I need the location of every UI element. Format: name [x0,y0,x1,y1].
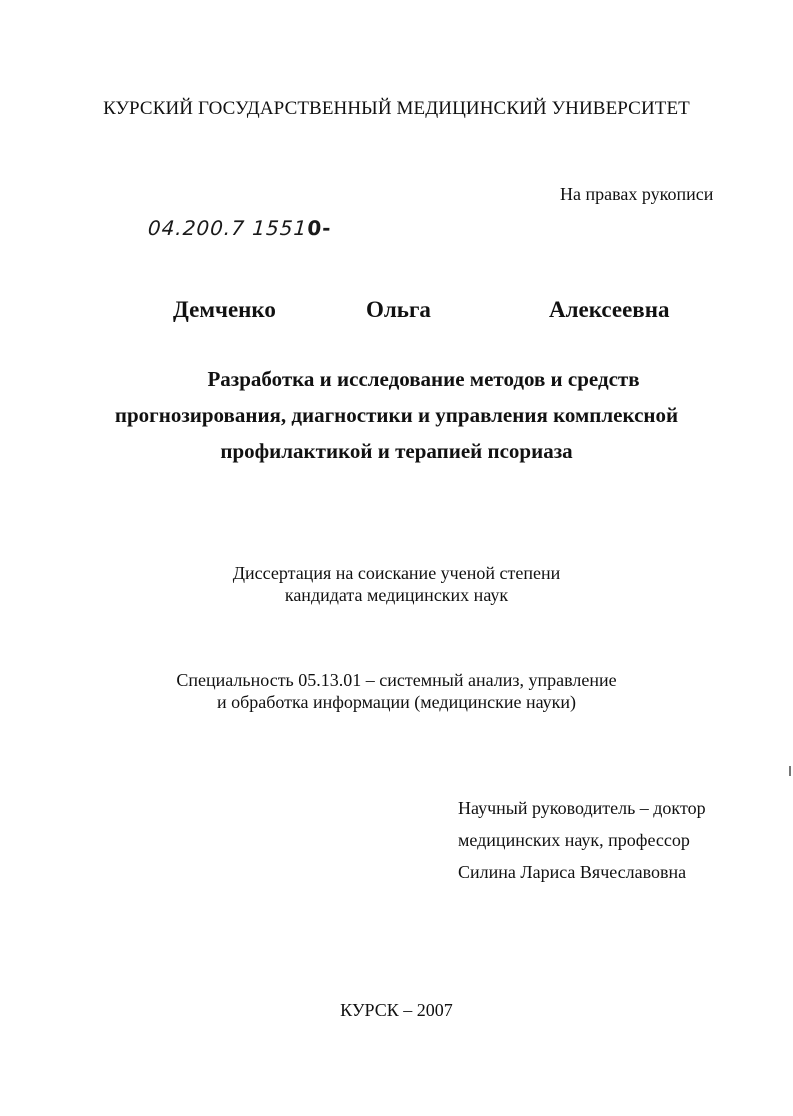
supervisor-line-2: медицинских наук, профессор [458,830,690,850]
thesis-title-line-1: Разработка и исследование методов и средств [207,367,640,391]
supervisor-line-3: Силина Лариса Вячеславовна [458,862,687,882]
author-patronymic: Алексеевна [549,297,670,322]
manuscript-note: На правах рукописи [560,184,714,204]
registration-number-main: 04.200.7 1551 [147,216,309,240]
registration-number-stamp [147,216,332,240]
thesis-title-line-2: прогнозирования, диагностики и управления комплексной [114,403,679,427]
supervisor-line-1: Научный руководитель – доктор [458,798,706,818]
degree-line-1: Диссертация на соискание ученой степени [232,563,561,583]
thesis-title-line-3: профилактикой и терапией псориаза [220,439,573,463]
city-year: КУРСК – 2007 [340,1000,453,1020]
degree-line-2: кандидата медицинских наук [284,585,509,605]
specialty-line-1: Специальность 05.13.01 – системный анализ, управление [176,670,617,690]
author-first-name: Ольга [366,297,431,322]
registration-number-tail: 0- [306,216,333,240]
specialty-line-2: и обработка информации (медицинские науки) [216,692,577,712]
scan-edge-mark [789,766,791,776]
university-name: КУРСКИЙ ГОСУДАРСТВЕННЫЙ МЕДИЦИНСКИЙ УНИВЕРСИТЕТ [103,98,690,119]
author-last-name: Демченко [173,297,276,322]
